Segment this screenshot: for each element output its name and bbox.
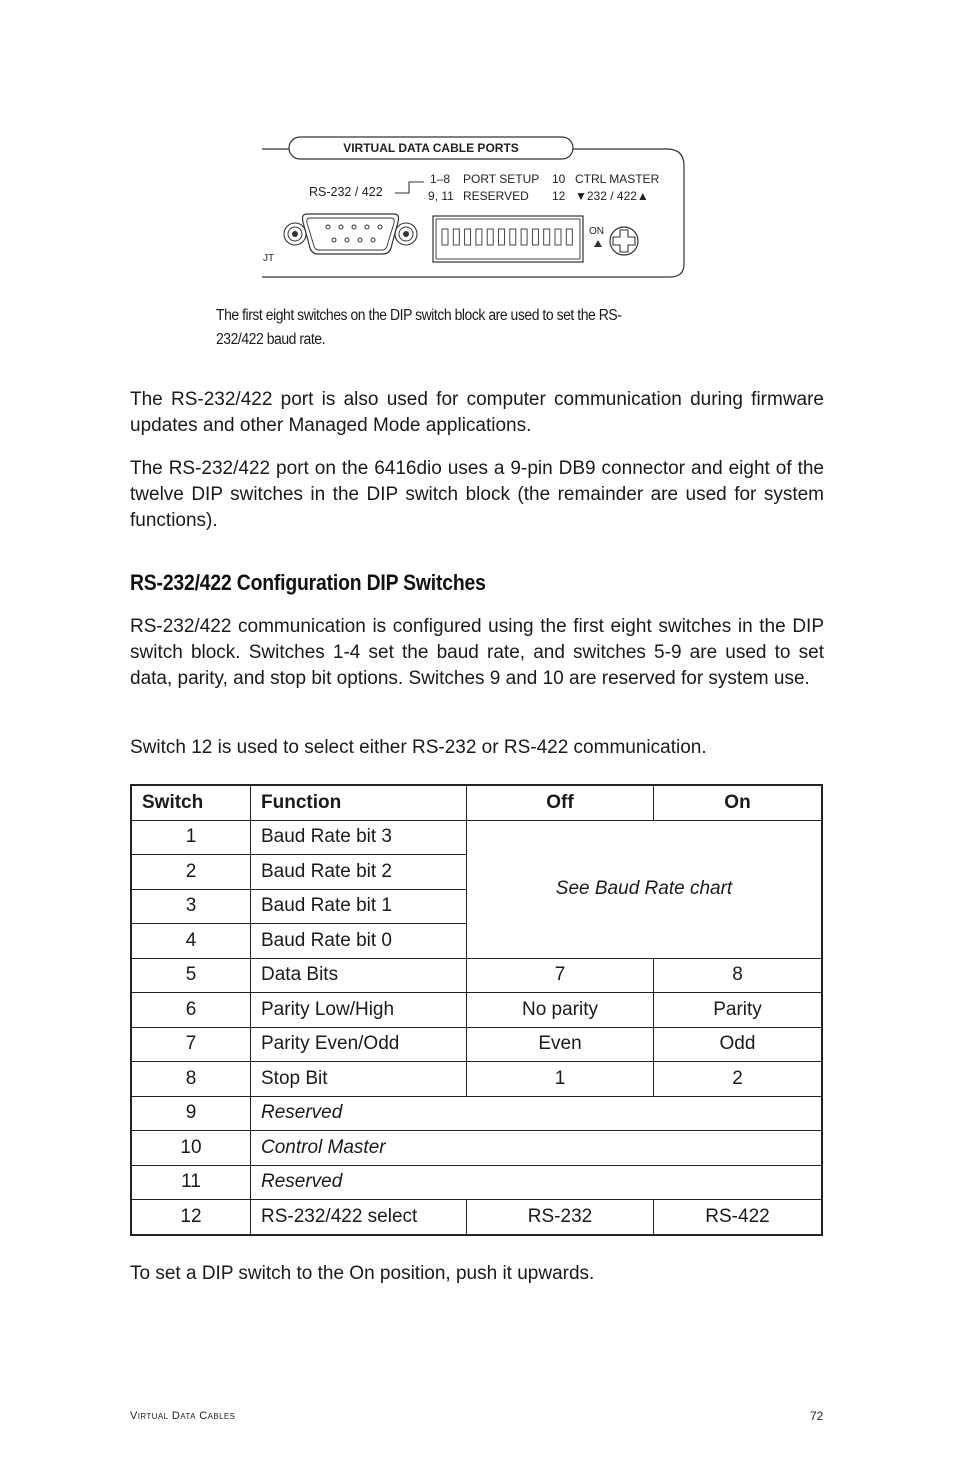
dip-switch-panel-figure xyxy=(262,134,688,280)
dip-switch-table xyxy=(130,784,823,1236)
footer-section-title: Virtual Data Cables xyxy=(130,1410,236,1422)
dip-switch-7 xyxy=(510,229,516,245)
on-arrow-icon xyxy=(594,240,602,247)
table-row xyxy=(131,1027,822,1062)
cell-off: 1 xyxy=(467,1062,654,1097)
table-row xyxy=(131,1200,822,1235)
cell-switch: 12 xyxy=(131,1200,251,1235)
paragraph-3: RS-232/422 communication is configured using the first eight switches in the DIP switch block. Switches 1-4 set the baud rate, and switches 5-9 are used to set data, parity, and stop bit options. Switches 9 and 10 are reserved for system use. xyxy=(130,616,824,689)
cell-on: 8 xyxy=(654,958,823,993)
db9-connector-icon xyxy=(284,214,417,254)
cell-off: Even xyxy=(467,1027,654,1062)
baud-rate-note: See Baud Rate chart xyxy=(467,820,823,958)
edge-label: JT xyxy=(263,253,275,264)
dip-switch-1 xyxy=(442,229,448,245)
range-2-desc: RESERVED xyxy=(463,189,529,203)
switch-10: 10 xyxy=(552,172,566,186)
paragraph-1: The RS-232/422 port is also used for computer communication during firmware updates and other Managed Mode applications. xyxy=(130,389,824,436)
cell-switch: 6 xyxy=(131,993,251,1028)
dip-switch-4 xyxy=(476,229,482,245)
table-row xyxy=(131,820,822,855)
table-row xyxy=(131,1062,822,1097)
panel-title: VIRTUAL DATA CABLE PORTS xyxy=(343,141,519,155)
cell-on: Parity xyxy=(654,993,823,1028)
dip-switch-3 xyxy=(465,229,471,245)
cell-function: Data Bits xyxy=(251,958,467,993)
header-switch: Switch xyxy=(131,785,251,820)
cell-switch: 2 xyxy=(131,855,251,890)
cell-switch: 7 xyxy=(131,1027,251,1062)
cell-function: Baud Rate bit 0 xyxy=(251,924,467,959)
table-row xyxy=(131,1131,822,1166)
header-function: Function xyxy=(251,785,467,820)
cell-off: RS-232 xyxy=(467,1200,654,1235)
dip-switch-9 xyxy=(532,229,538,245)
screw-icon xyxy=(610,227,638,255)
dip-switch-2 xyxy=(453,229,459,245)
table-row xyxy=(131,993,822,1028)
dip-switch-10 xyxy=(544,229,550,245)
dip-switch-11 xyxy=(555,229,561,245)
range-1-desc: PORT SETUP xyxy=(463,172,540,186)
cell-function: Baud Rate bit 1 xyxy=(251,889,467,924)
section-heading: RS-232/422 Configuration DIP Switches xyxy=(130,570,486,595)
header-off: Off xyxy=(467,785,654,820)
cell-function: Control Master xyxy=(251,1131,823,1166)
dip-switch-6 xyxy=(499,229,505,245)
range-1: 1–8 xyxy=(430,172,451,186)
cell-function: Reserved xyxy=(251,1096,823,1131)
cell-switch: 4 xyxy=(131,924,251,959)
cell-switch: 1 xyxy=(131,820,251,855)
header-on: On xyxy=(654,785,823,820)
dip-switch-5 xyxy=(487,229,493,245)
table-row xyxy=(131,1165,822,1200)
cell-switch: 8 xyxy=(131,1062,251,1097)
cell-switch: 3 xyxy=(131,889,251,924)
cell-switch: 11 xyxy=(131,1165,251,1200)
dip-switch-12 xyxy=(566,229,572,245)
cell-switch: 5 xyxy=(131,958,251,993)
cell-function: Parity Even/Odd xyxy=(251,1027,467,1062)
table-row xyxy=(131,1096,822,1131)
cell-on: 2 xyxy=(654,1062,823,1097)
switch-10-desc: CTRL MASTER xyxy=(575,172,660,186)
cell-function: Parity Low/High xyxy=(251,993,467,1028)
dip-switch-block xyxy=(433,216,583,262)
cell-function: RS-232/422 select xyxy=(251,1200,467,1235)
cell-switch: 9 xyxy=(131,1096,251,1131)
switch-12: 12 xyxy=(552,189,566,203)
cell-function: Baud Rate bit 3 xyxy=(251,820,467,855)
on-label: ON xyxy=(589,226,604,237)
paragraph-2: The RS-232/422 port on the 6416dio uses a 9-pin DB9 connector and eight of the twelve DIP switches in the DIP switch block (the remainder are used for system functions). xyxy=(130,458,824,531)
cell-on: Odd xyxy=(654,1027,823,1062)
page-number: 72 xyxy=(810,1409,824,1423)
cell-function: Stop Bit xyxy=(251,1062,467,1097)
table-row xyxy=(131,958,822,993)
cell-on: RS-422 xyxy=(654,1200,823,1235)
cell-switch: 10 xyxy=(131,1131,251,1166)
range-2: 9, 11 xyxy=(428,189,454,203)
paragraph-5: To set a DIP switch to the On position, push it upwards. xyxy=(130,1263,595,1284)
dip-switch-8 xyxy=(521,229,527,245)
cell-function: Baud Rate bit 2 xyxy=(251,855,467,890)
cell-off: No parity xyxy=(467,993,654,1028)
cell-function: Reserved xyxy=(251,1165,823,1200)
switch-12-desc: ▼232 / 422▲ xyxy=(575,189,649,203)
paragraph-4: Switch 12 is used to select either RS-232 or RS-422 communication. xyxy=(130,737,707,758)
port-label: RS-232 / 422 xyxy=(309,185,383,199)
figure-caption: The first eight switches on the DIP switch block are used to set the RS-232/422 baud rate. xyxy=(216,307,622,348)
table-header-row xyxy=(131,785,822,820)
cell-off: 7 xyxy=(467,958,654,993)
